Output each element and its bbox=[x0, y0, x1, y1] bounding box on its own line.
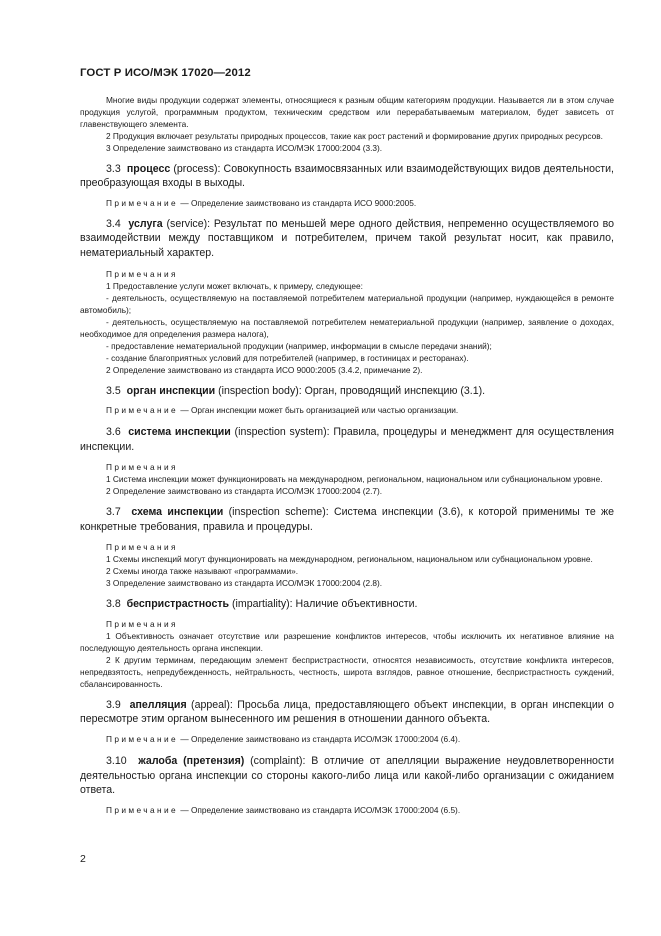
note-3-4-item-3: - деятельность, осуществляемую на поставляемой потребителем нематериальной продукции (например, заявление о доходах, необходимое для определения размера налога), bbox=[80, 317, 614, 339]
note-3-8-item-2: 2 К другим терминам, передающим элемент беспристрастности, относятся независимость, отсутствие конфликта интересов, непредвзятость, непредубежденность, нейтральность, честность, широта взглядов, равное отношение, беспристрастность суждений, сбалансированность. bbox=[80, 655, 614, 689]
term-number: 3.6 bbox=[106, 426, 121, 439]
note-text: — Определение заимствовано из стандарта ИСО/МЭК 17000:2004 (6.4). bbox=[178, 734, 461, 744]
term-name: система инспекции bbox=[128, 426, 231, 439]
term-3-9 bbox=[80, 698, 614, 727]
term-definition: (impartiality): Наличие объективности. bbox=[229, 597, 418, 610]
note-3-4-item-2: - деятельность, осуществляемую на поставляемой потребителем материальной продукции (например, нуждающейся в ремонте автомобиль); bbox=[80, 293, 614, 316]
note-3-4-item-4: - предоставление нематериальной продукции (например, информации в смысле передачи знаний); bbox=[106, 340, 492, 351]
term-name: орган инспекции bbox=[126, 384, 216, 397]
term-number: 3.4 bbox=[106, 217, 121, 230]
term-number: 3.7 bbox=[106, 505, 121, 518]
notes-label-3-4: Примечания bbox=[106, 269, 178, 280]
note-label: Примечание bbox=[106, 804, 179, 815]
intro-note-1: Многие виды продукции содержат элементы, относящиеся к разным общим категориям продукции. Называется ли в этом случае продукция услугой, программным продуктом, техническим средством или перерабатываемым материалом, будет зависеть от главенствующего элемента. bbox=[80, 95, 614, 129]
note-label: Примечание bbox=[106, 734, 179, 744]
term-3-10 bbox=[80, 754, 614, 798]
term-definition: (process): Совокупность взаимосвязанных или взаимодействующих видов деятельности, преобразующая входы в выходы. bbox=[80, 162, 614, 190]
notes-label-3-6: Примечания bbox=[106, 462, 178, 473]
term-name: жалоба (претензия) bbox=[138, 754, 245, 767]
term-name: беспристрастность bbox=[126, 597, 230, 610]
note-3-8-item-1: 1 Объективность означает отсутствие или разрешение конфликтов интересов, чтобы исключить их негативное влияние на последующую деятельность органа инспекции. bbox=[80, 631, 614, 654]
intro-note-3: 3 Определение заимствовано из стандарта ИСО/МЭК 17000:2004 (3.3). bbox=[106, 142, 383, 153]
note-3-10 bbox=[80, 805, 614, 817]
note-3-6-item-2: 2 Определение заимствовано из стандарта ИСО/МЭК 17000:2004 (2.7). bbox=[106, 486, 383, 497]
document-header: ГОСТ Р ИСО/МЭК 17020—2012 bbox=[80, 67, 251, 79]
term-definition: (service): Результат по меньшей мере одного действия, непременно осуществляемого во взаимодействии между поставщиком и потребителем, причем такой результат носит, как правило, нематериальный характер. bbox=[80, 217, 614, 259]
term-definition: (inspection body): Орган, проводящий инспекцию (3.1). bbox=[215, 384, 486, 397]
term-definition: (inspection system): Правила, процедуры и менеджмент для осуществления инспекции. bbox=[80, 426, 615, 453]
note-3-5 bbox=[80, 405, 614, 417]
note-3-3 bbox=[80, 198, 614, 210]
note-label: Примечание bbox=[106, 197, 179, 208]
term-3-3 bbox=[80, 162, 614, 191]
notes-label-3-8: Примечания bbox=[106, 619, 178, 630]
term-definition: (appeal): Просьба лица, предоставляющего объект инспекции, в орган инспекции о пересмотре этим органом вынесенного им решения в отношении данного объекта. bbox=[80, 698, 614, 726]
term-number: 3.9 bbox=[106, 698, 121, 711]
term-definition: (inspection scheme): Система инспекции (3.6), к которой применимы те же конкретные требования, правила и процедуры. bbox=[80, 505, 614, 533]
term-3-5 bbox=[80, 384, 614, 399]
term-3-8 bbox=[80, 597, 614, 612]
notes-label-3-7: Примечания bbox=[106, 542, 178, 553]
note-text: — Определение заимствовано из стандарта ИСО/МЭК 17000:2004 (6.5). bbox=[178, 804, 461, 815]
term-definition: (complaint): В отличие от апелляции выражение неудовлетворенности деятельностью органа инспекции со стороны какого-либо лица или какой-либо организации с ожиданием ответа. bbox=[80, 754, 615, 797]
term-number: 3.10 bbox=[106, 754, 127, 767]
term-name: апелляция bbox=[129, 698, 187, 711]
term-number: 3.3 bbox=[106, 162, 121, 175]
note-3-7-item-1: 1 Схемы инспекций могут функционировать на международном, региональном, национальном или субнациональном уровне. bbox=[106, 554, 593, 565]
note-3-9 bbox=[80, 734, 614, 746]
intro-note-2: 2 Продукция включает результаты природных процессов, такие как рост растений и формирование других природных ресурсов. bbox=[106, 130, 603, 141]
term-number: 3.5 bbox=[106, 384, 121, 397]
note-3-4-item-6: 2 Определение заимствовано из стандарта ИСО 9000:2005 (3.4.2, примечание 2). bbox=[106, 364, 423, 375]
note-3-7-item-2: 2 Схемы иногда также называют «программами». bbox=[106, 565, 299, 576]
note-3-4-item-1: 1 Предоставление услуги может включать, к примеру, следующее: bbox=[106, 281, 363, 292]
page-content bbox=[80, 95, 614, 817]
note-3-7-item-3: 3 Определение заимствовано из стандарта ИСО/МЭК 17000:2004 (2.8). bbox=[106, 577, 383, 588]
term-3-6 bbox=[80, 425, 614, 454]
note-3-6-item-1: 1 Система инспекции может функционировать на международном, региональном, национальном или субнациональном уровне. bbox=[106, 474, 603, 485]
page-number: 2 bbox=[80, 853, 86, 865]
term-name: процесс bbox=[126, 162, 171, 175]
term-number: 3.8 bbox=[106, 597, 121, 610]
term-3-7 bbox=[80, 505, 614, 534]
note-text: — Определение заимствовано из стандарта ИСО 9000:2005. bbox=[178, 197, 417, 208]
term-name: схема инспекции bbox=[131, 505, 224, 518]
note-3-4-item-5: - создание благоприятных условий для потребителей (например, в гостиницах и ресторанах). bbox=[106, 352, 469, 363]
note-label: Примечание bbox=[106, 405, 179, 416]
term-3-4 bbox=[80, 217, 614, 261]
note-text: — Орган инспекции может быть организацией или частью организации. bbox=[178, 405, 459, 416]
term-name: услуга bbox=[128, 217, 163, 230]
